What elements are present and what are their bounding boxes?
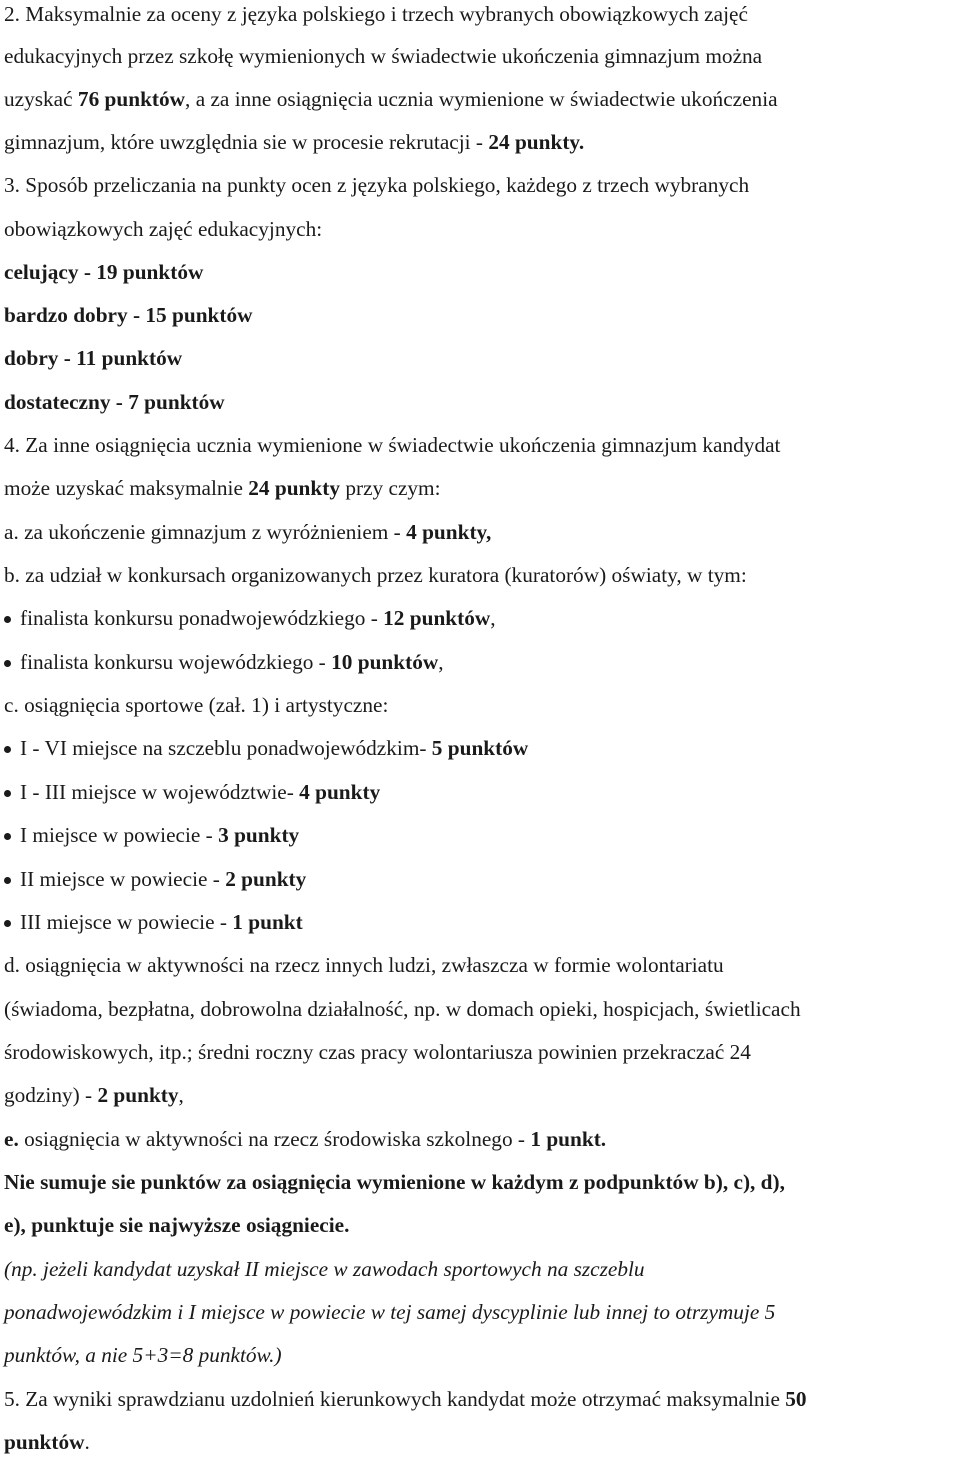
text-run: c. osiągnięcia sportowe (zał. 1) i artystyczne:: [4, 693, 389, 717]
bold-text: 1 punkt: [232, 910, 303, 934]
bold-text: 24 punkty.: [488, 130, 585, 154]
text-line: [4, 1341, 282, 1369]
text-run: osiągnięcia w aktywności na rzecz środowiska szkolnego -: [18, 1127, 531, 1151]
text-run: obowiązkowych zajęć edukacyjnych:: [4, 217, 323, 241]
text-line: [4, 85, 778, 113]
bold-text: punktów: [4, 1430, 85, 1454]
bullet-list-item: [4, 821, 299, 849]
text-run: ,: [178, 1083, 184, 1107]
bold-text: 4 punkty,: [406, 520, 492, 544]
italic-text: ponadwojewódzkim i I miejsce w powiecie w tej samej dyscyplinie lub innej to otrzymuje 5: [4, 1300, 776, 1324]
bullet-icon: [4, 660, 11, 667]
bullet-icon: [4, 616, 11, 623]
bold-text: 1 punkt.: [530, 1127, 607, 1151]
bold-text: celujący - 19 punktów: [4, 260, 204, 284]
bold-text: bardzo dobry - 15 punktów: [4, 303, 253, 327]
bullet-list-item: [4, 734, 528, 762]
bold-text: 2 punkty: [97, 1083, 179, 1107]
bullet-icon: [4, 790, 11, 797]
bold-text: Nie sumuje sie punktów za osiągnięcia wymienione w każdym z podpunktów b), c), d),: [4, 1170, 785, 1194]
text-run: finalista konkursu wojewódzkiego -: [20, 650, 332, 674]
text-line: [4, 431, 780, 459]
text-line: [4, 1211, 349, 1239]
text-line: [4, 388, 225, 416]
text-line: [4, 258, 203, 286]
bold-text: 24 punkty: [248, 476, 340, 500]
bullet-list-item: [4, 908, 303, 936]
bold-text: 5 punktów: [431, 736, 529, 760]
bullet-icon: [4, 746, 11, 753]
text-line: [4, 0, 748, 28]
text-run: edukacyjnych przez szkołę wymienionych w świadectwie ukończenia gimnazjum można: [4, 44, 763, 68]
text-run: godziny) -: [4, 1083, 98, 1107]
text-line: [4, 951, 724, 979]
text-run: gimnazjum, które uwzględnia sie w procesie rekrutacji -: [4, 130, 489, 154]
text-line: [4, 171, 749, 199]
bold-text: 2 punkty: [225, 867, 307, 891]
text-run: III miejsce w powiecie -: [20, 910, 233, 934]
text-run: uzyskać: [4, 87, 78, 111]
text-line: [4, 691, 388, 719]
text-run: 3. Sposób przeliczania na punkty ocen z języka polskiego, każdego z trzech wybranych: [4, 173, 750, 197]
text-run: 4. Za inne osiągnięcia ucznia wymienione w świadectwie ukończenia gimnazjum kandydat: [4, 433, 781, 457]
text-run: ,: [490, 606, 496, 630]
text-run: środowiskowych, itp.; średni roczny czas pracy wolontariusza powinien przekraczać 24: [4, 1040, 751, 1064]
bullet-icon: [4, 920, 11, 927]
text-run: .: [84, 1430, 90, 1454]
text-line: [4, 301, 253, 329]
text-line: [4, 1081, 184, 1109]
text-run: może uzyskać maksymalnie: [4, 476, 249, 500]
text-run: ,: [438, 650, 444, 674]
text-run: d. osiągnięcia w aktywności na rzecz innych ludzi, zwłaszcza w formie wolontariatu: [4, 953, 724, 977]
text-line: [4, 518, 491, 546]
bold-text: dobry - 11 punktów: [4, 346, 183, 370]
bullet-icon: [4, 877, 11, 884]
bullet-list-item: [4, 778, 380, 806]
italic-text: (np. jeżeli kandydat uzyskał II miejsce w zawodach sportowych na szczeblu: [4, 1257, 645, 1281]
text-run: I - VI miejsce na szczeblu ponadwojewódzkim-: [20, 736, 432, 760]
text-line: [4, 215, 322, 243]
bold-text: 12 punktów: [383, 606, 491, 630]
text-run: przy czym:: [340, 476, 441, 500]
text-line: [4, 1385, 807, 1413]
text-run: a. za ukończenie gimnazjum z wyróżnieniem -: [4, 520, 407, 544]
bold-text: 76 punktów: [77, 87, 186, 111]
bold-text: e.: [4, 1127, 19, 1151]
bullet-icon: [4, 833, 11, 840]
text-line: [4, 1428, 90, 1456]
text-line: [4, 1125, 606, 1153]
text-line: [4, 1168, 785, 1196]
text-run: , a za inne osiągnięcia ucznia wymienione w świadectwie ukończenia: [185, 87, 778, 111]
text-run: 5. Za wyniki sprawdzianu uzdolnień kierunkowych kandydat może otrzymać maksymalnie: [4, 1387, 786, 1411]
text-line: [4, 128, 584, 156]
bullet-list-item: [4, 648, 444, 676]
bold-text: 10 punktów: [331, 650, 439, 674]
text-run: II miejsce w powiecie -: [20, 867, 226, 891]
text-line: [4, 474, 441, 502]
text-line: [4, 1298, 775, 1326]
text-run: 2. Maksymalnie za oceny z języka polskiego i trzech wybranych obowiązkowych zajęć: [4, 2, 748, 26]
bold-text: dostateczny - 7 punktów: [4, 390, 225, 414]
text-line: [4, 1255, 645, 1283]
bullet-list-item: [4, 604, 496, 632]
text-run: b. za udział w konkursach organizowanych przez kuratora (kuratorów) oświaty, w tym:: [4, 563, 747, 587]
text-line: [4, 1038, 751, 1066]
text-run: (świadoma, bezpłatna, dobrowolna działalność, np. w domach opieki, hospicjach, świetlicach: [4, 997, 801, 1021]
bold-text: 50: [785, 1387, 807, 1411]
text-line: [4, 995, 801, 1023]
bold-text: 4 punkty: [299, 780, 381, 804]
text-run: I - III miejsce w województwie-: [20, 780, 300, 804]
text-line: [4, 42, 762, 70]
text-line: [4, 344, 182, 372]
text-line: [4, 561, 747, 589]
bold-text: e), punktuje sie najwyższe osiągniecie.: [4, 1213, 350, 1237]
text-run: I miejsce w powiecie -: [20, 823, 219, 847]
text-run: finalista konkursu ponadwojewódzkiego -: [20, 606, 384, 630]
italic-text: punktów, a nie 5+3=8 punktów.): [4, 1343, 282, 1367]
bold-text: 3 punkty: [218, 823, 300, 847]
bullet-list-item: [4, 865, 306, 893]
